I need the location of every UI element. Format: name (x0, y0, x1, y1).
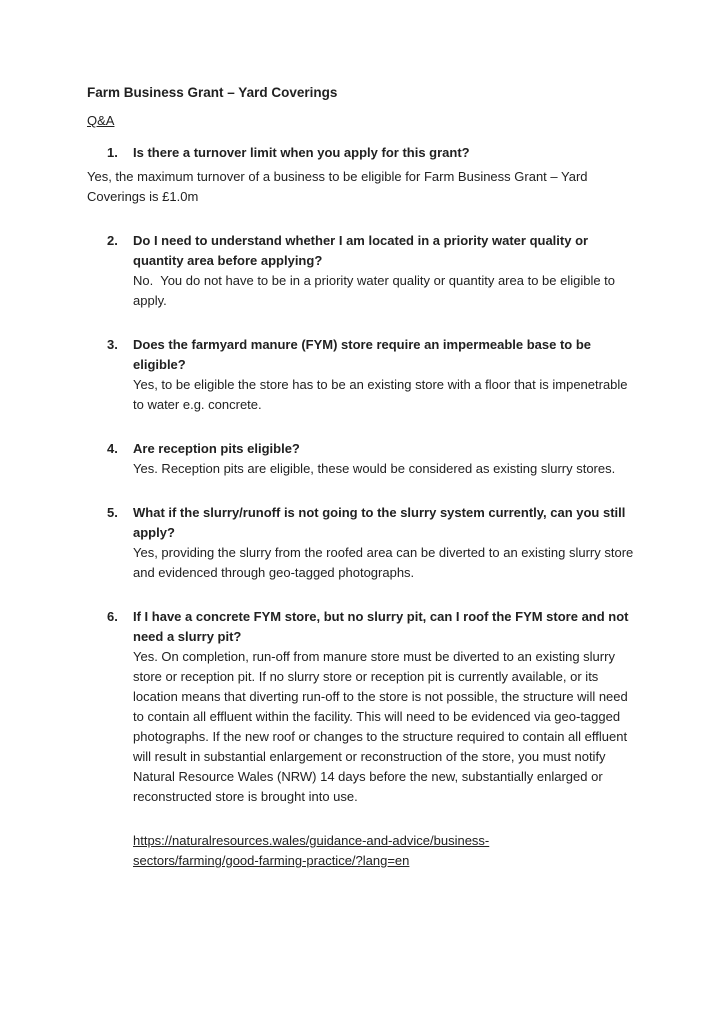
qa-item-number: 2. (107, 233, 118, 248)
qa-item-5 (87, 503, 640, 583)
document-title: Farm Business Grant – Yard Coverings (87, 85, 338, 100)
qa-item-number: 6. (107, 609, 118, 624)
qa-question: Do I need to understand whether I am located in a priority water quality or quantity area before applying? (133, 233, 589, 268)
qa-question: Does the farmyard manure (FYM) store require an impermeable base to be eligible? (133, 337, 592, 372)
qa-answer: Yes. Reception pits are eligible, these would be considered as existing slurry stores. (133, 461, 616, 476)
qa-answer: No. You do not have to be in a priority water quality or quantity area to be eligible to apply. (133, 273, 619, 308)
qa-question: Are reception pits eligible? (133, 441, 300, 456)
qa-question: Is there a turnover limit when you apply for this grant? (133, 145, 470, 160)
qa-item-number: 1. (107, 145, 118, 160)
qa-answer: Yes, providing the slurry from the roofed area can be diverted to an existing slurry store and evidenced through geo-tagged photographs. (133, 545, 637, 580)
qa-question: If I have a concrete FYM store, but no slurry pit, can I roof the FYM store and not need a slurry pit? (133, 609, 629, 644)
qa-item-4 (87, 439, 640, 479)
qa-item-2 (87, 231, 640, 311)
qa-answer: Yes, the maximum turnover of a business to be eligible for Farm Business Grant – Yard Coverings is £1.0m (87, 169, 592, 204)
qa-item-6 (87, 607, 640, 807)
qa-item-number: 5. (107, 505, 118, 520)
qa-question: What if the slurry/runoff is not going to the slurry system currently, can you still apply? (133, 505, 626, 540)
qa-item-3 (87, 335, 640, 415)
link-paragraph (87, 831, 640, 871)
qa-answer: Yes, to be eligible the store has to be an existing store with a floor that is impenetrable to water e.g. concrete. (133, 377, 632, 412)
section-heading-qa: Q&A (87, 113, 115, 128)
qa-item-1 (87, 143, 640, 163)
qa-item-number: 3. (107, 337, 118, 352)
guidance-link[interactable]: https://naturalresources.wales/guidance-and-advice/business-sectors/farming/good-farming-practice/?lang=en (133, 833, 490, 868)
qa-answer: Yes. On completion, run-off from manure store must be diverted to an existing slurry store or reception pit. If no slurry store or reception pit is currently available, or its location means that diverting run-off to the store is not possible, the structure will need to contain all effluent within the facility. This will need to be evidenced via geo-tagged photographs. If the new roof or changes to the structure required to contain all effluent will result in substantial enlargement or reconstruction of the store, you must notify Natural Resource Wales (NRW) 14 days before the new, substantially enlarged or reconstructed store is brought into use. (133, 649, 632, 804)
qa-item-number: 4. (107, 441, 118, 456)
